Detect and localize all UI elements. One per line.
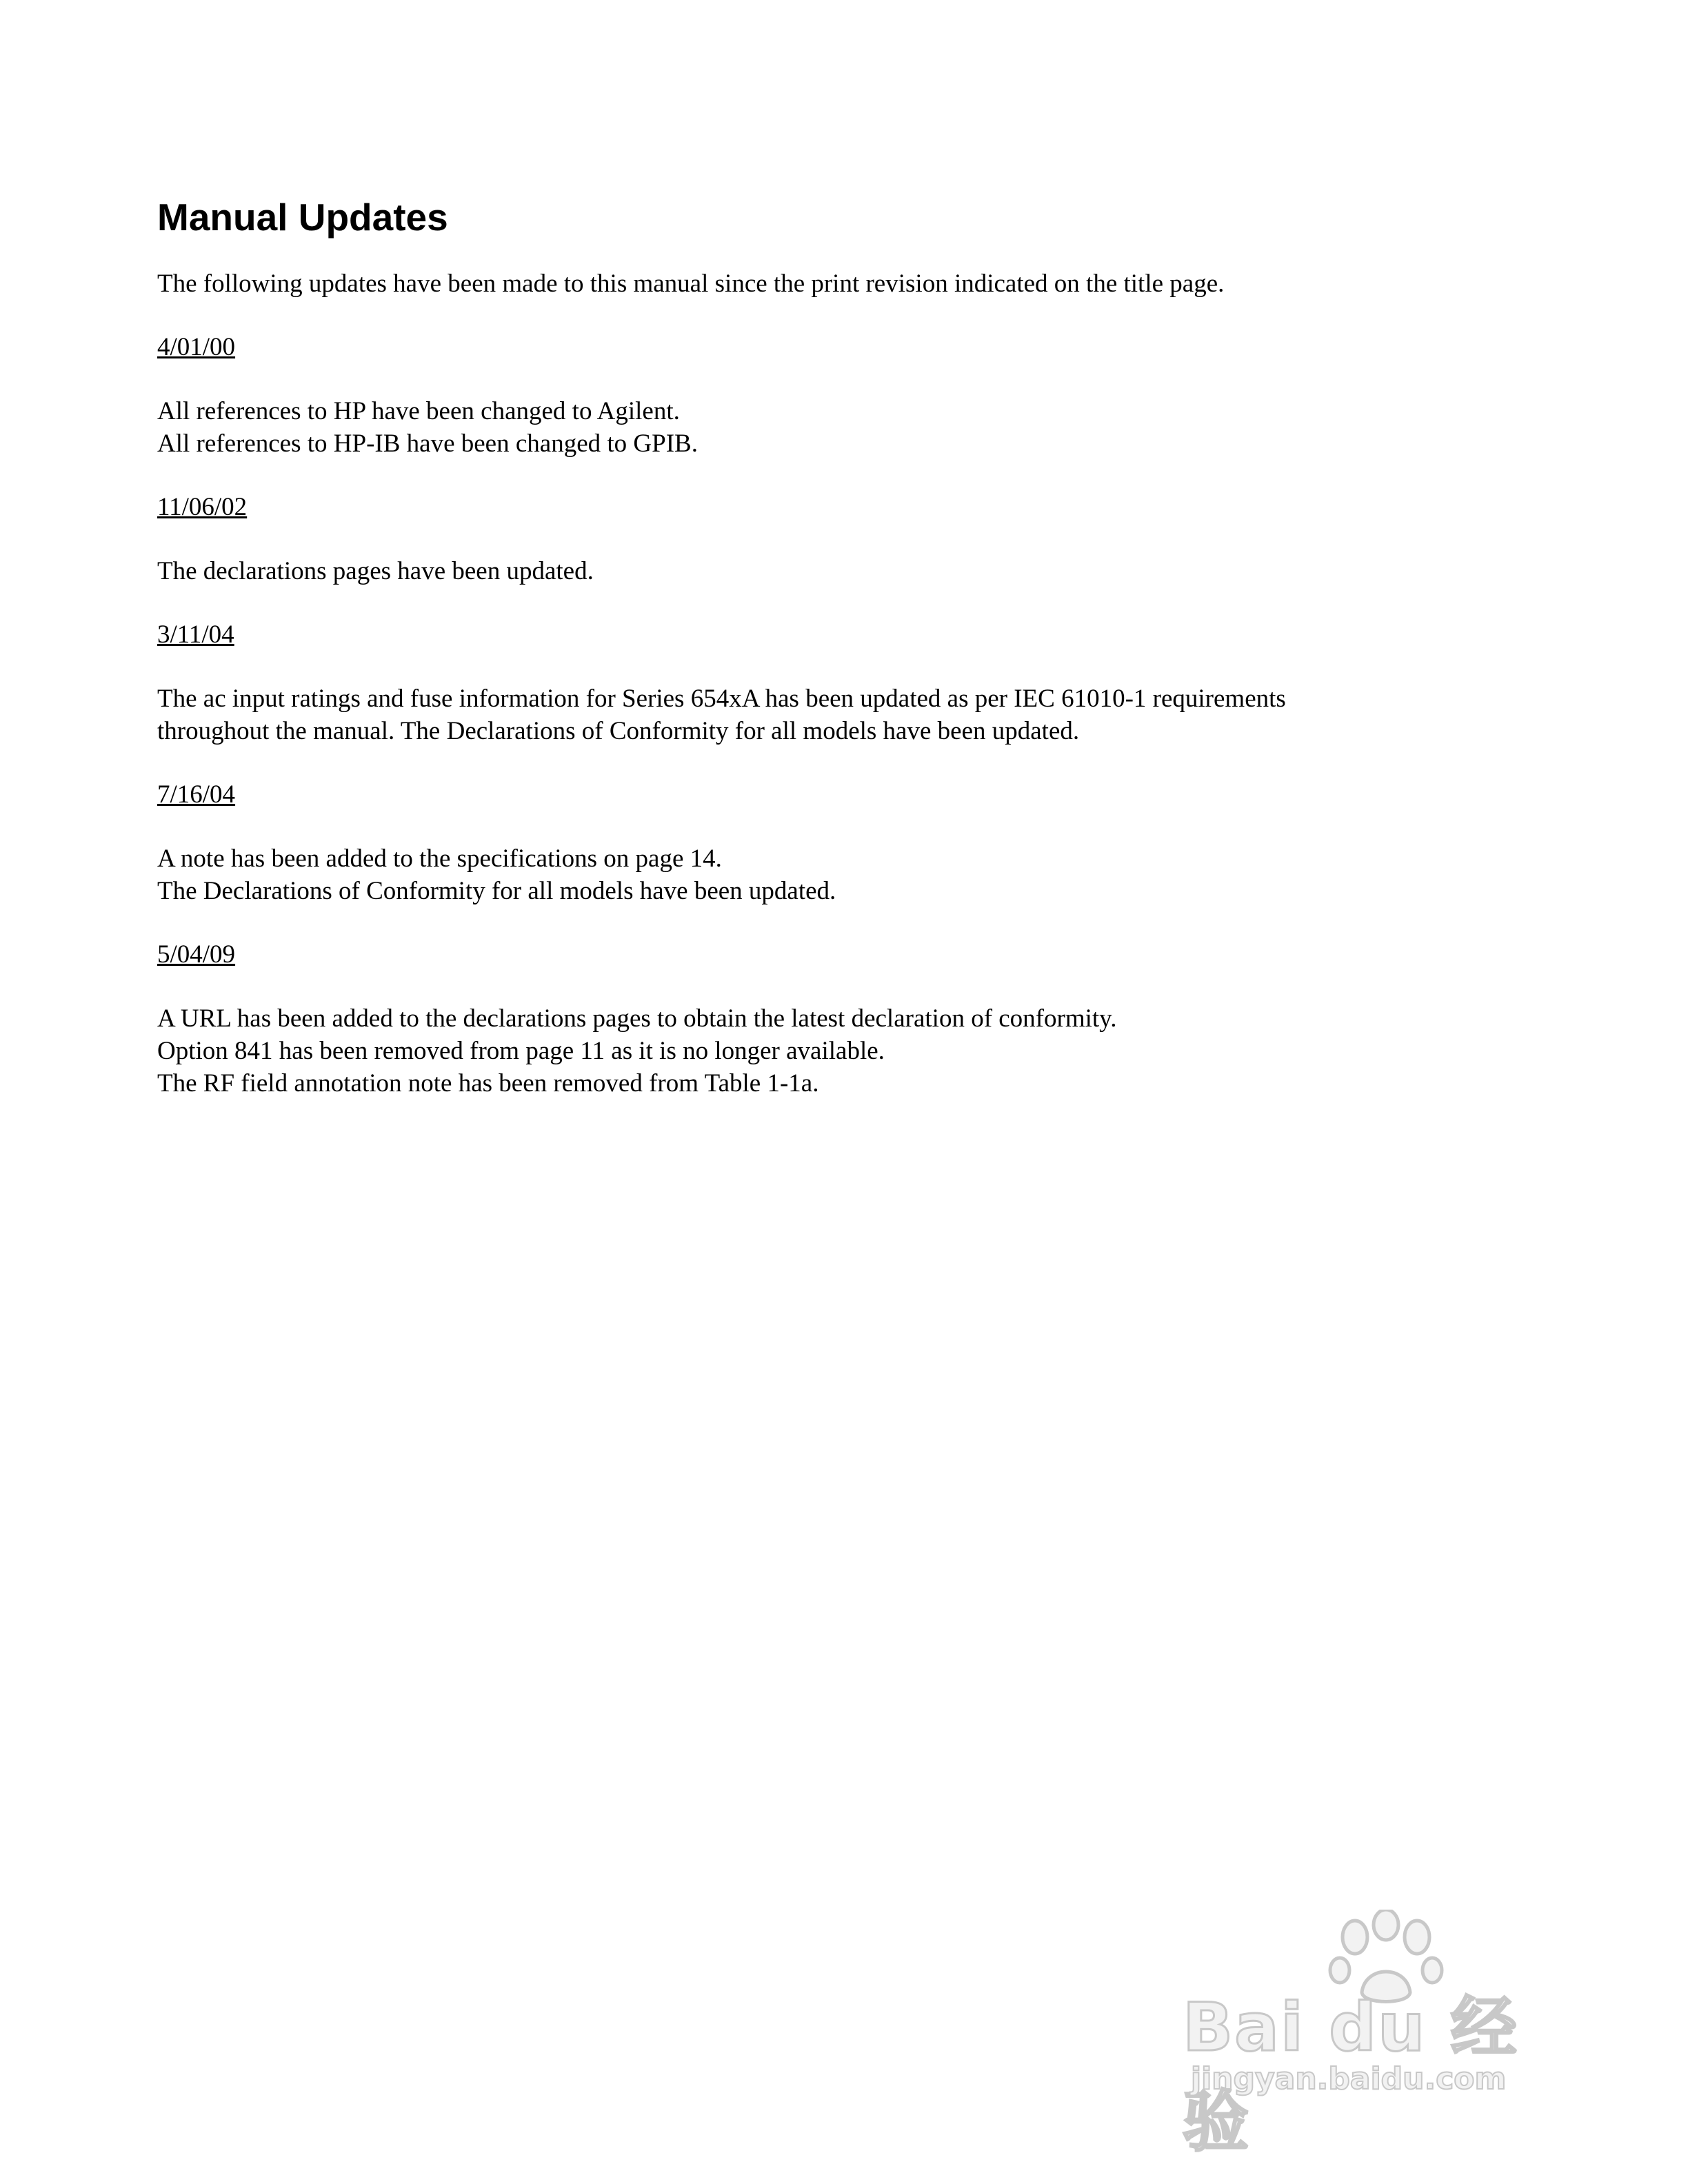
update-line: The Declarations of Conformity for all models have been updated.: [157, 877, 836, 905]
update-text: [157, 682, 1536, 747]
update-entry: [157, 618, 1536, 747]
update-line: The RF field annotation note has been removed from Table 1-1a.: [157, 1069, 819, 1098]
update-date: 5/04/09: [157, 940, 236, 969]
update-date: 4/01/00: [157, 333, 236, 361]
manual-updates-page: [157, 193, 1536, 1131]
update-entry: [157, 938, 1536, 1100]
watermark-url: jingyan.baidu.com: [1191, 2061, 1507, 2096]
update-date: 7/16/04: [157, 780, 236, 809]
update-line: All references to HP-IB have been changed to GPIB.: [157, 429, 698, 458]
page-title: Manual Updates: [157, 196, 448, 239]
update-line: The declarations pages have been updated.: [157, 557, 594, 585]
update-date: 11/06/02: [157, 493, 248, 521]
update-text: [157, 395, 1536, 460]
watermark-brand: Bai du 经验: [1183, 1989, 1518, 2161]
update-entry: [157, 331, 1536, 460]
update-line: A URL has been added to the declarations pages to obtain the latest declaration of conformity.: [157, 1004, 1117, 1033]
update-text: [157, 842, 1536, 907]
update-date: 3/11/04: [157, 620, 234, 649]
update-line: All references to HP have been changed to Agilent.: [157, 397, 680, 425]
update-text: [157, 1002, 1536, 1100]
update-line: The ac input ratings and fuse information for Series 654xA has been updated as per IEC 61010-1 requirements: [157, 685, 1286, 713]
update-entry: [157, 778, 1536, 907]
baidu-jingyan-watermark: [1183, 1910, 1582, 2161]
intro-paragraph: The following updates have been made to this manual since the print revision indicated on the title page.: [157, 270, 1225, 298]
update-text: [157, 555, 1536, 587]
update-entry: [157, 491, 1536, 587]
update-line: Option 841 has been removed from page 11 as it is no longer available.: [157, 1037, 885, 1065]
update-line: A note has been added to the specifications on page 14.: [157, 845, 722, 873]
update-line: throughout the manual. The Declarations of Conformity for all models have been updated.: [157, 717, 1080, 745]
